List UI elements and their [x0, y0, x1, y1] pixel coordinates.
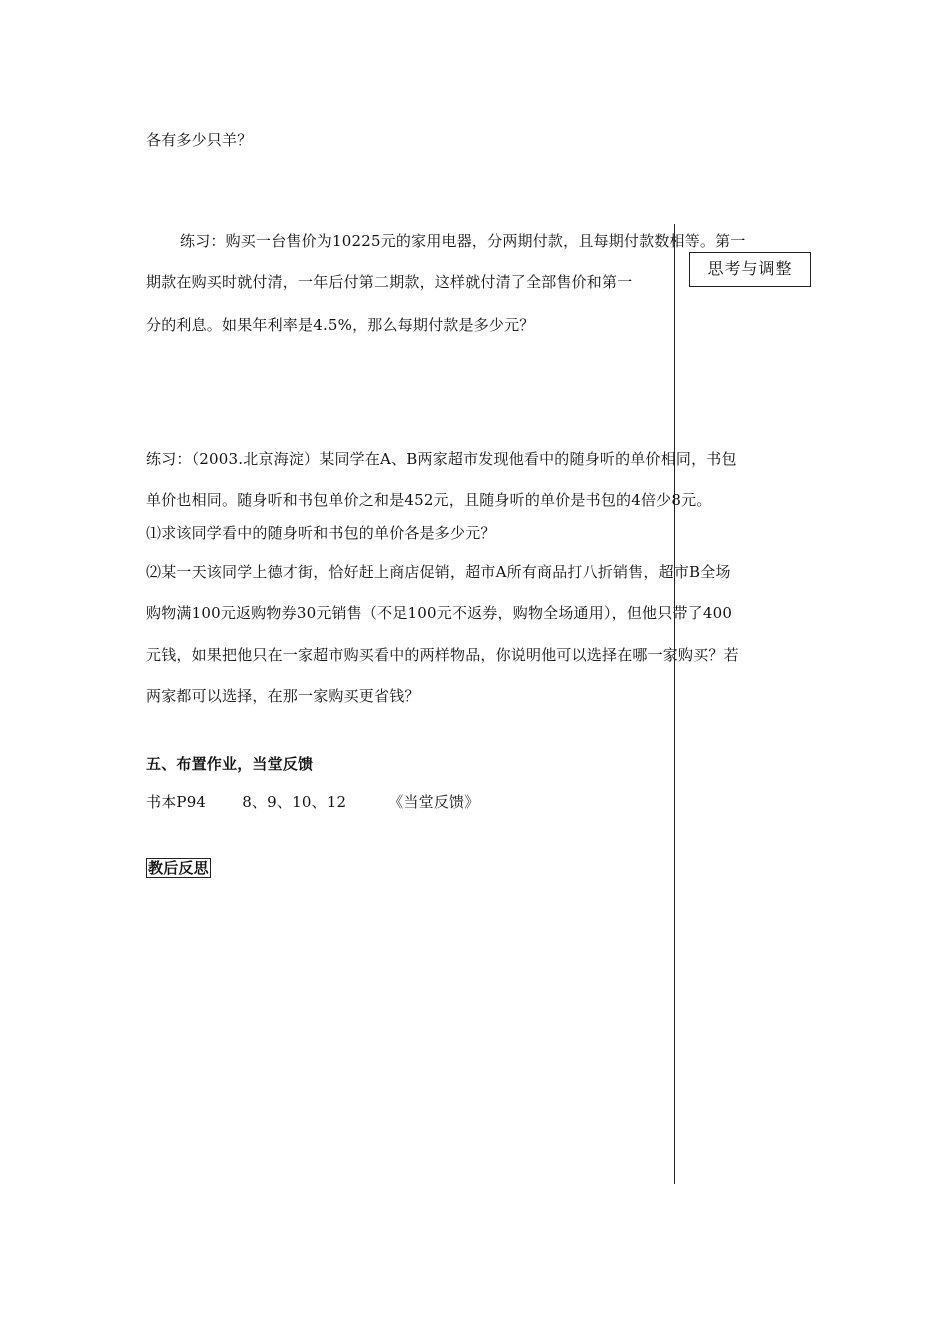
margin-divider [674, 224, 675, 1184]
exercise-1-line-2: 期款在购买时就付清，一年后付第二期款，这样就付清了全部售价和第一 [146, 273, 633, 291]
exercise-2-part-2-line-2: 购物满100元返购物券30元销售（不足100元不返券，购物全场通用），但他只带了400 [146, 604, 733, 622]
sidebar-title-box: 思考与调整 [689, 252, 811, 287]
homework-line [146, 792, 479, 812]
exercise-2-part-1: ⑴求该同学看中的随身听和书包的单价各是多少元？ [146, 524, 496, 542]
exercise-2-line-1: 练习：（2003.北京海淀）某同学在A、B两家超市发现他看中的随身听的单价相同，书包 [146, 450, 737, 468]
homework-exercises: 8、9、10、12 [242, 793, 347, 811]
reflection-label: 教后反思 [148, 859, 209, 877]
homework-feedback: 《当堂反馈》 [388, 793, 480, 811]
question-tail: 各有多少只羊？ [146, 131, 253, 149]
exercise-1-line-3: 分的利息。如果年利率是4.5%，那么每期付款是多少元？ [146, 316, 535, 334]
exercise-2-part-2-line-1: ⑵某一天该同学上德才街，恰好赶上商店促销，超市A所有商品打八折销售，超市B全场 [146, 563, 731, 581]
exercise-1-line-1: 练习：购买一台售价为10225元的家用电器，分两期付款，且每期付款数相等。第一 [180, 232, 746, 250]
exercise-2-part-2-line-4: 两家都可以选择，在那一家购买更省钱？ [146, 687, 420, 705]
reflection-heading [146, 858, 211, 878]
section-5-heading: 五、布置作业，当堂反馈 [146, 755, 314, 773]
exercise-2-part-2-line-3: 元钱，如果把他只在一家超市购买看中的两样物品，你说明他可以选择在哪一家购买？若 [146, 646, 739, 664]
exercise-2-line-2: 单价也相同。随身听和书包单价之和是452元，且随身听的单价是书包的4倍少8元。 [146, 491, 712, 509]
homework-book: 书本P94 [146, 793, 207, 811]
